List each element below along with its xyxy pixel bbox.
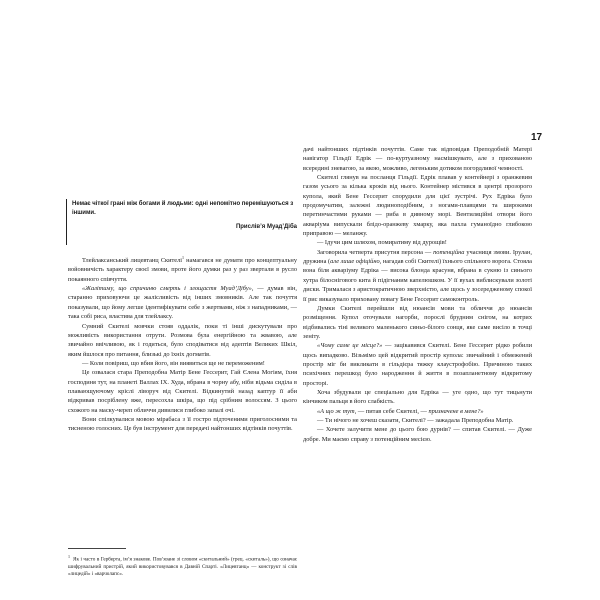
page-number: 17 <box>531 132 543 143</box>
paragraph: дачі найтонших підтінків почуттів. Саме так відповідав Преподобній Матері навігатор Гільдії Едрік — по-куртуазному насмішкувато, але з прихованою всередині зневагою, за якою, можливо, легеньким дотиком погордливої чемності. <box>303 146 532 172</box>
paragraph: Скителі глянув на посланця Гільдії. Едрік плавав у контейнері з оранжевим газом усього за кілька кроків від нього. Контейнер містився в центрі прозорого купола, який Бене Гессерит спорудили для цієї зустрічі. Рух Едріка було продомучатим, залежні людиноподібним, з ногами-плавцями та широкими перетинчастими руками — риба в дивному морі. Вентиляційні отвори його акваріума випускали блідо-оранжеву хмарку, яка пахла гуманоїдно глибокою приправою — меланжу. <box>303 174 532 238</box>
paragraph: — Ідучи цим шляхом, помиратиму від дурощів! <box>317 239 447 247</box>
paragraph: «А що ж тут, — питав себе Скителі, — призначене в мене?» <box>317 407 484 415</box>
footnote <box>68 553 297 578</box>
epigraph <box>68 200 297 232</box>
epigraph-attribution: Прислів’я Муад’Діба <box>235 224 297 230</box>
paragraph: Це озвалася стара Преподобна Матір Бене Гессерит, Гай Єлена Могіям, їхня господиня тут, на планеті Валлах IX. Худа, вбрана в чорну абу, ніби відьма сиділа в плавающуючому кріслі ліворуч від Скителі. Відкинутий назад каптур її аби відкривав посріблену вже, пересохла шкіра, що під срібним волоссям. З цього схожого на маску-череп обличчя дивилися глибоко запалі очі. <box>68 369 297 414</box>
paragraph: Сумний Скителі мовчки стояв оддалік, поки ті інші дискутували про можливість використання отрути. Розмова була енергійною та жвавою, але звичайно ввічливою, як і годиться, було сподіватися від адептів Великих Шкіл, яким йшлося про питання, близькі до їхніх догматів. <box>68 322 297 358</box>
footnote-text: Як і часто в Герберта, ім’я знакове. Пов’язане зі словом «скитальний» (грец. «скиталь»), що означає шифрувальний пристрій, який використовувався в Давній Спарті. «Лицевтанц» — конструкт зі слів «лицедій» і «варчолапс». <box>68 556 297 578</box>
paragraph: «Чому саме це місце?» — зацікавився Скителі. Бене Гессерит рідко робили щось випадково. Візьмімо цей відкритий простір купола: звичайний і обмежений простір міг би викликати в гільдієра тяжку клаустрофобію. Причиною таких психічних перешкод було народження й життя в позапланетному відкритому просторі. <box>303 342 532 387</box>
right-column <box>303 145 532 444</box>
paragraph: Вони спілкувалися мовою мірабаса з її гостро підточеними приголосними та тисненою голосних. Це був інструмент для передачі найтонших відтінків почуттів. <box>68 415 297 433</box>
left-column <box>68 253 297 434</box>
paragraph: Думки Скителі перейшли від нюансів мови та обличчя до нюансів розміщення. Купол оточували нагорби, порослі брудним снігом, на котрих відбивались тіні великого маленького синьо-білого сонця, яке саме висіло в точці зеніту. <box>303 304 532 340</box>
paragraph: — Хочете залучити мене до цього бою дурнів? — спитав Скителі. — Дуже добре. Ми маємо справу з потенційним месією. <box>303 426 532 443</box>
paragraph: Тлейлаксанський лицевтанц Скителі$^1$ намагався не думати про концептуальну войовничість характеру своєї змови, проте його думки раз у раз звертали в русло покаянного співчуття. <box>68 255 297 283</box>
footnote-ref: 1 <box>182 255 185 260</box>
epigraph-quote: Немає чіткої грані між богами й людьми: одні непомітно перемішуються з іншими. <box>72 201 294 216</box>
paragraph: — Ти нічого не хочеш сказати, Скителі? — зажадала Преподобна Матір. <box>317 416 514 424</box>
paragraph: «Жалітиму, що спричиню смерть і злощастя Муад’Дібу», — думав він, старанно приховуючи це жалісливість від інших змовників. Але так почуття показували, що йому легше ідентифікувати себе з жертвами, ніж з нападниками, — така собі риса, властива для тлейлаксу. <box>68 285 297 321</box>
paragraph: — Коли повіриш, що вбив його, він виявиться ще не переможеним! <box>82 359 265 367</box>
paragraph: Хоча збудували це спеціально для Едріка — уге одно, що тут тицьнути кінчиком пальця в його слабкість. <box>303 388 532 406</box>
paragraph: Заговорила четверта присутня персона — потенційна учасниця змови. Ірулан, дружина (але лише офіційно, нагадав собі Скителі) їхнього спільного ворога. Стояла вона біля акваріуму Едріка — висока блонда красуня, вбрана в сукню із синього хутра білоснігового кита й підігнаним капелюшком. У її вухах виблискували золоті диски. Трималася з аристократичною зверхністю, але щось у зосередженому спокої її рис виказувало приховану повагу Бене Гессерит самоконтроль. <box>303 248 532 303</box>
footnote-divider <box>68 548 126 549</box>
footnote-mark: 1 <box>68 554 70 559</box>
epigraph-rule <box>66 199 67 245</box>
